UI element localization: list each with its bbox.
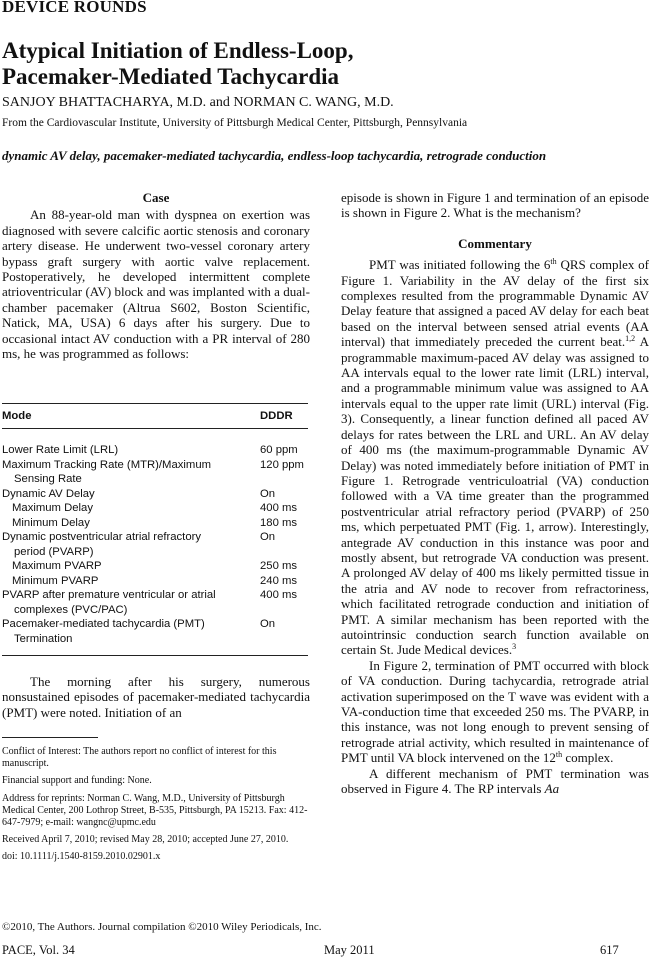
copyright-line: ©2010, The Authors. Journal compilation ©2010 Wiley Periodicals, Inc. [2, 921, 322, 933]
case-paragraph: An 88-year-old man with dyspnea on exertion was diagnosed with severe calcific aortic stenosis and coronary artery disease. He underwent two-vessel coronary artery bypass graft surgery with aortic valve replacement. Postoperatively, he developed intermittent complete atrioventricular (AV) block and was implanted with a dual-chamber pacemaker (Altrua S602, Boston Scientific, Natick, MA, USA) 6 days after his surgery. Due to occasional intact AV conduction with a PR interval of 280 ms, he was programmed as follows: [2, 207, 310, 362]
commentary-paragraph-3: A different mechanism of PMT termination was observed in Figure 4. The RP intervals Aa [341, 765, 649, 797]
commentary-paragraph-2: In Figure 2, termination of PMT occurred with block of VA conduction. During tachycardia, retrograde atrial activation superimposed on the T wave was evident with a VA-conduction time that exceeded 250 ms. The PVARP, in this instance, was not long enough to prevent sensing of retrograde atrial activity, which resulted in maintenance of PMT until VA block intervened on the 12th complex. [341, 657, 649, 766]
address-note: Address for reprints: Norman C. Wang, M.D., University of Pittsburgh Medical Center, 200 Lothrop Street, B-535, Pittsburgh, PA 15213. Fax: 412-647-7979; e-mail: wangnc@upmc.edu [2, 792, 308, 829]
right-first-paragraph: episode is shown in Figure 1 and termination of an episode is shown in Figure 2. What is the mechanism? [341, 190, 649, 221]
authors: SANJOY BHATTACHARYA, M.D. and NORMAN C. WANG, M.D. [2, 95, 394, 110]
table-row: Maximum Tracking Rate (MTR)/Maximum 120 ppm [2, 458, 304, 471]
commentary-paragraph-1: PMT was initiated following the 6th QRS complex of Figure 1. Variability in the AV delay of the first six complexes resulted from the programmable Dynamic AV Delay feature that assigned a paced AV delay for each beat based on the interval between sensed atrial events (AA interval) that immediately preceded the current beat.$^{1,2}$ A programmable maximum-paced AV delay was assigned to AA intervals equal to the lower rate limit (LRL) interval, and a programmable minimum value was assigned to AA intervals equal to the upper rate limit (URL) interval (Fig. 3). Consequently, a linear function defined all paced AV delays for rates between the LRL and URL. An AV delay of 400 ms (the maximum-programmable Dynamic AV Delay) was noted immediately before initiation of PMT in Figure 1. Retrograde ventriculoatrial (VA) conduction followed with a VA time greater than the programmed postventricular atrial refractory period (PVARP) of 250 ms, which perpetuated PMT (Fig. 1, arrow). Interestingly, antegrade AV conduction in this instance was poor and mostly absent, but retrograde VA conduction was present. A prolonged AV delay of 400 ms likely permitted tissue in the atria and AV node to recover from refractoriness, which facilitated retrograde conduction and initiation of PMT. A similar mechanism has been reported with the autointrinsic conduction search function available on certain St. Jude Medical devices.$^3$ [341, 257, 649, 658]
footer-page-number: 617 [600, 943, 619, 957]
conflict-note: Conflict of Interest: The authors report no conflict of interest for this manuscript. [2, 746, 277, 770]
table-row: Maximum Delay 400 ms [12, 502, 298, 514]
article-title [2, 38, 353, 90]
table-row: period (PVARP) [14, 545, 94, 558]
table-row: complexes (PVC/PAC) [14, 603, 128, 616]
case-heading: Case [142, 190, 170, 205]
table-top-rule [2, 403, 308, 404]
left-column [2, 190, 310, 361]
after-table-paragraph: The morning after his surgery, numerous nonsustained episodes of pacemaker-mediated tachycardia (PMT) were noted. Initiation of an [2, 674, 310, 720]
table-row: Minimum PVARP 240 ms [12, 574, 298, 587]
footnote-rule [2, 737, 98, 738]
table-header-value: DDDR [260, 410, 293, 422]
keywords: dynamic AV delay, pacemaker-mediated tachycardia, endless-loop tachycardia, retrograde conduction [2, 148, 547, 163]
affiliation: From the Cardiovascular Institute, University of Pittsburgh Medical Center, Pittsburgh, Pennsylvania [2, 117, 468, 129]
table-row: Termination [14, 632, 73, 645]
table-row: Maximum PVARP 250 ms [12, 560, 298, 572]
title-line-1: Atypical Initiation of Endless-Loop, [2, 38, 354, 63]
right-column [341, 190, 649, 796]
table-row: Lower Rate Limit (LRL) 60 ppm [2, 444, 298, 456]
table-row: Dynamic postventricular atrial refractory On [2, 531, 276, 543]
table-row: Sensing Rate [14, 473, 82, 485]
settings-table-header [2, 409, 308, 424]
table-header-label: Mode [2, 410, 32, 422]
table-row: Dynamic AV Delay On [2, 487, 276, 500]
table-mid-rule [2, 428, 308, 429]
table-row: Minimum Delay 180 ms [12, 516, 298, 529]
table-bottom-rule [2, 655, 308, 656]
table-row: Pacemaker-mediated tachycardia (PMT) On [2, 618, 276, 630]
received-note: Received April 7, 2010; revised May 28, 2010; accepted June 27, 2010. [2, 834, 289, 846]
section-label: DEVICE ROUNDS [2, 0, 147, 16]
footer-date: May 2011 [324, 943, 375, 957]
footnotes [2, 746, 310, 869]
commentary-heading: Commentary [458, 235, 532, 251]
footer-journal: PACE, Vol. 34 [2, 943, 75, 957]
after-table-text [2, 674, 310, 720]
title-line-2: Pacemaker-Mediated Tachycardia [2, 64, 340, 89]
funding-note: Financial support and funding: None. [2, 775, 152, 787]
doi-note: doi: 10.1111/j.1540-8159.2010.02901.x [2, 851, 161, 863]
settings-table [2, 443, 308, 646]
table-row: PVARP after premature ventricular or atrial 400 ms [2, 589, 298, 601]
